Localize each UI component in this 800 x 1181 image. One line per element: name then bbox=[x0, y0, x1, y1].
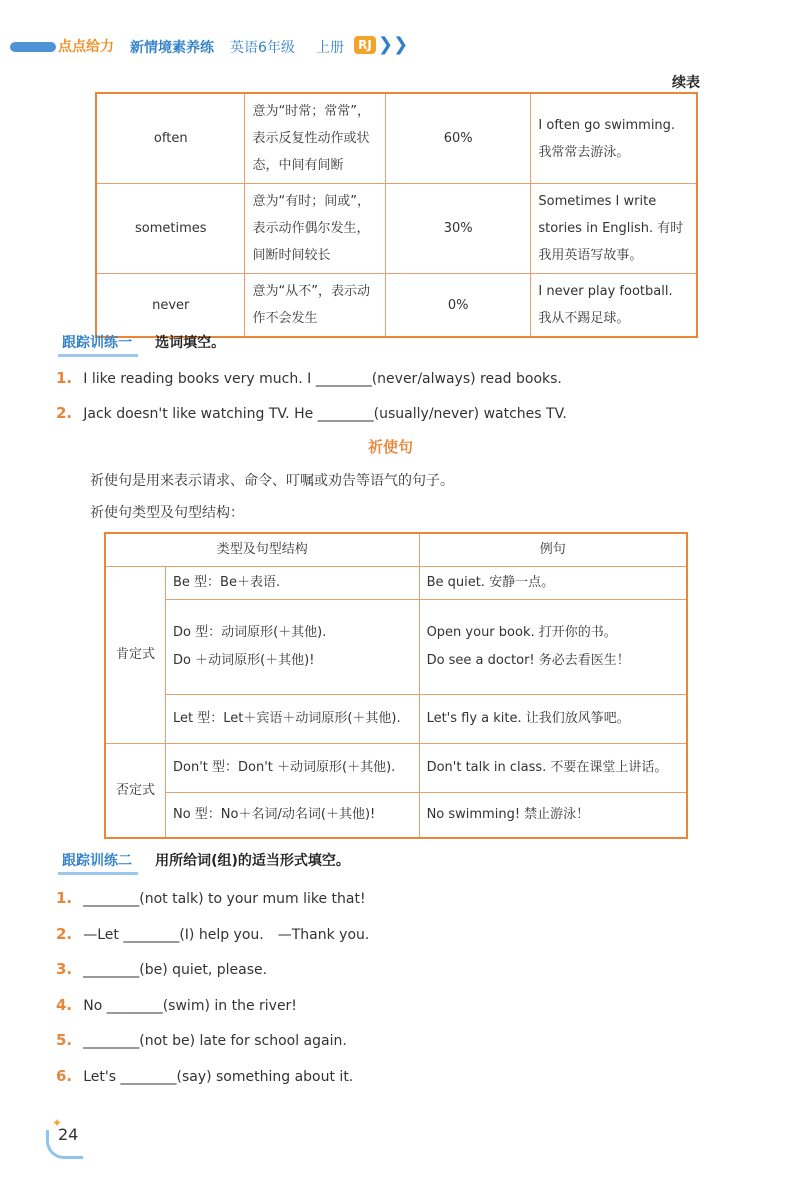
table-cell-example: I often go swimming. 我常常去游泳。 bbox=[531, 93, 697, 184]
table-cell-structure: Be 型：Be＋表语. bbox=[166, 567, 420, 600]
table-cell-structure: No 型：No＋名词/动名词(＋其他)! bbox=[166, 793, 420, 839]
subject-label: 英语6年级 bbox=[230, 40, 295, 56]
question-number: 1. bbox=[56, 889, 73, 907]
question-number: 3. bbox=[56, 960, 73, 978]
table-cell-word: sometimes bbox=[96, 184, 245, 274]
list-item bbox=[56, 995, 297, 1014]
negative-form-label: 否定式 bbox=[105, 744, 166, 839]
practice-one-header bbox=[58, 332, 225, 352]
list-item bbox=[56, 1066, 353, 1085]
table-cell-meaning: 意为“从不”，表示动作不会发生 bbox=[245, 274, 385, 338]
question-text: ________(be) quiet, please. bbox=[83, 962, 268, 978]
list-item bbox=[56, 403, 567, 422]
continued-label: 续表 bbox=[672, 75, 700, 91]
positive-form-label: 肯定式 bbox=[105, 567, 166, 744]
question-text: ________(not be) late for school again. bbox=[83, 1033, 347, 1049]
table-cell-word: often bbox=[96, 93, 245, 184]
edition-badge: RJ bbox=[354, 36, 376, 54]
question-number: 6. bbox=[56, 1067, 73, 1085]
table-row bbox=[105, 744, 687, 793]
table-row bbox=[105, 567, 687, 600]
list-item bbox=[56, 888, 366, 907]
series-logo: 点点给力 bbox=[58, 39, 114, 55]
table-cell-example: Let's fly a kite. 让我们放风筝吧。 bbox=[419, 695, 687, 744]
question-number: 2. bbox=[56, 925, 73, 943]
table-row bbox=[96, 93, 697, 184]
table-cell-word: never bbox=[96, 274, 245, 338]
types-intro-text: 祈使句类型及句型结构： bbox=[90, 505, 244, 521]
list-item bbox=[56, 924, 369, 944]
question-number: 5. bbox=[56, 1031, 73, 1049]
table-row bbox=[96, 274, 697, 338]
table-cell-frequency: 30% bbox=[385, 184, 530, 274]
table-cell-example: I never play football. 我从不踢足球。 bbox=[531, 274, 697, 338]
table-row bbox=[105, 600, 687, 695]
list-item bbox=[56, 959, 267, 978]
table-header-structure: 类型及句型结构 bbox=[105, 533, 419, 567]
question-text: I like reading books very much. I ________(never/always) read books. bbox=[83, 371, 562, 387]
practice-one-instruction: 选词填空。 bbox=[155, 335, 226, 351]
list-item bbox=[56, 368, 562, 387]
series-title: 新情境素养练 bbox=[130, 40, 214, 56]
table-row bbox=[105, 793, 687, 839]
question-text: ________(not talk) to your mum like that! bbox=[83, 891, 366, 907]
practice-two-header bbox=[58, 850, 350, 870]
table-cell-example: Be quiet. 安静一点。 bbox=[419, 567, 687, 600]
table-header-example: 例句 bbox=[419, 533, 687, 567]
table-cell-meaning: 意为“时常；常常”，表示反复性动作或状态，中间有间断 bbox=[245, 93, 385, 184]
table-header-row bbox=[105, 533, 687, 567]
table-cell-example: Don't talk in class. 不要在课堂上讲话。 bbox=[419, 744, 687, 793]
table-cell-frequency: 0% bbox=[385, 274, 530, 338]
table-cell-meaning: 意为“有时；间或”，表示动作偶尔发生，间断时间较长 bbox=[245, 184, 385, 274]
table-row bbox=[96, 184, 697, 274]
question-text: —Let ________(I) help you. —Thank you. bbox=[83, 927, 370, 943]
chevron-right-icon: ❯❯ bbox=[378, 34, 409, 55]
question-text: Jack doesn't like watching TV. He ________(usually/never) watches TV. bbox=[83, 406, 567, 422]
section-title: 祈使句 bbox=[368, 438, 414, 456]
question-text: Let's ________(say) something about it. bbox=[83, 1069, 354, 1085]
table-cell-structure: Don't 型：Don't ＋动词原形(＋其他). bbox=[166, 744, 420, 793]
star-icon: ✦ bbox=[52, 1116, 63, 1130]
practice-one-tag: 跟踪训练一 bbox=[58, 334, 138, 357]
volume-label: 上册 bbox=[316, 40, 344, 56]
table-cell-frequency: 60% bbox=[385, 93, 530, 184]
table-cell-example: Sometimes I write stories in English. 有时我用英语写故事。 bbox=[531, 184, 697, 274]
question-text: No ________(swim) in the river! bbox=[83, 998, 297, 1014]
table-cell-example: Open your book. 打开你的书。 Do see a doctor! 务必去看医生！ bbox=[419, 600, 687, 695]
table-cell-structure: Let 型：Let＋宾语＋动词原形(＋其他). bbox=[166, 695, 420, 744]
table-cell-example: No swimming! 禁止游泳！ bbox=[419, 793, 687, 839]
table-cell-structure: Do 型：动词原形(＋其他). Do ＋动词原形(＋其他)! bbox=[166, 600, 420, 695]
definition-text: 祈使句是用来表示请求、命令、叮嘱或劝告等语气的句子。 bbox=[90, 473, 454, 489]
header-accent-bar bbox=[10, 42, 56, 52]
page-number: 24 bbox=[58, 1125, 79, 1144]
practice-two-tag: 跟踪训练二 bbox=[58, 852, 138, 875]
question-number: 2. bbox=[56, 404, 73, 422]
frequency-adverb-table bbox=[95, 92, 698, 338]
table-row bbox=[105, 695, 687, 744]
imperative-types-table bbox=[104, 532, 688, 839]
question-number: 1. bbox=[56, 369, 73, 387]
practice-two-instruction: 用所给词(组)的适当形式填空。 bbox=[155, 853, 350, 869]
list-item bbox=[56, 1030, 347, 1049]
question-number: 4. bbox=[56, 996, 73, 1014]
